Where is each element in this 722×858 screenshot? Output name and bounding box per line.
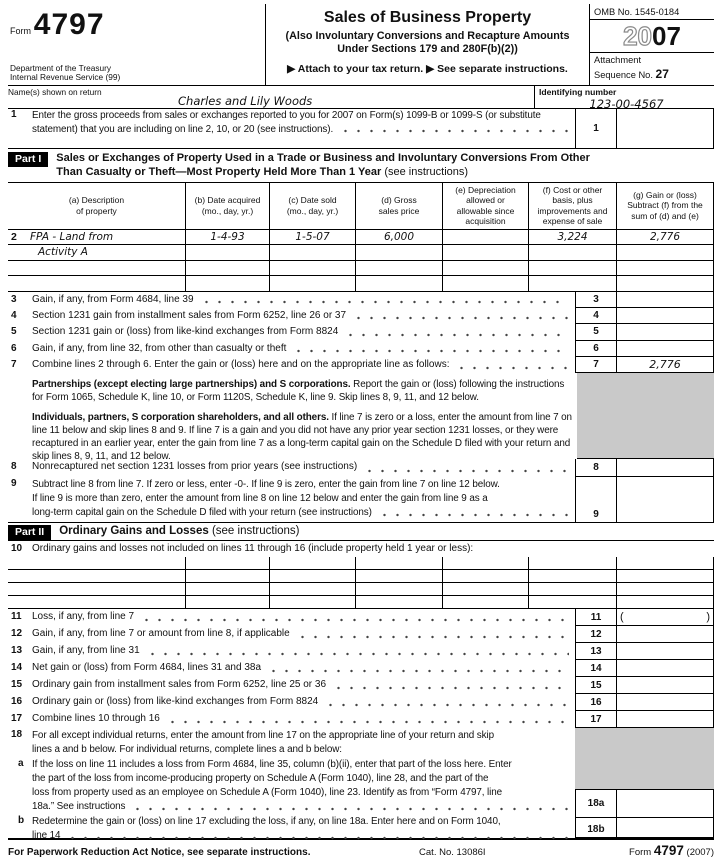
dotted-leader	[324, 694, 569, 711]
line-13-amount-field[interactable]	[617, 643, 714, 660]
part-1-title-1: Sales or Exchanges of Property Used in a Trade or Business and Involuntary Conversions From Other	[56, 152, 590, 164]
dept-line2: Internal Revenue Service	[10, 72, 104, 83]
line-18b-amount-field[interactable]	[617, 818, 714, 838]
dotted-leader	[332, 677, 569, 694]
line-letter: a	[18, 758, 24, 770]
table-cell-depreciation[interactable]	[443, 596, 529, 609]
line-18b	[8, 814, 575, 843]
col-header-date-sold: (c) Date sold (mo., day, yr.)	[270, 183, 356, 230]
line-6	[8, 341, 714, 357]
line-14-box-label: 14	[575, 660, 617, 677]
line-5-amount-field[interactable]	[617, 324, 714, 340]
individuals-paragraph: If line 7 is zero or a loss, enter the amount from line 7 on line 11 below and skip lines 8 and 9. If line 7 is a gain and you did not have any prior year section 1231 losses, or they were recaptured in an earlier year, enter the gain from line 7 as a long-term capital gain on the Schedule D filed with your return and skip lines 8, 9, 11, and 12 below.	[32, 412, 572, 463]
part-2-table	[8, 557, 714, 609]
line-18-region	[8, 728, 714, 842]
line-text: Gain, if any, from line 31	[32, 645, 140, 657]
dotted-leader	[267, 660, 569, 677]
table-cell-description[interactable]	[8, 557, 186, 570]
col-header-gross-sales-price: (d) Gross sales price	[356, 183, 443, 230]
line-text: Combine lines 10 through 16	[32, 713, 160, 725]
line-text: Section 1231 gain or (loss) from like-kind exchanges from Form 8824	[32, 326, 339, 338]
table-cell-cost-basis[interactable]	[529, 276, 617, 292]
line-3	[8, 292, 714, 308]
line-5	[8, 324, 714, 340]
line-7	[8, 357, 714, 373]
dotted-leader	[344, 324, 569, 340]
shaded-area	[575, 728, 714, 790]
dotted-leader	[363, 459, 569, 477]
part-1-title-note: (see instructions)	[384, 165, 469, 178]
table-cell-date-sold[interactable]	[270, 557, 356, 570]
part-2-heading	[8, 522, 714, 541]
line-3-box-label: 3	[575, 292, 617, 308]
table-cell-cost-basis[interactable]	[529, 261, 617, 277]
table-cell-date-sold[interactable]	[270, 276, 356, 292]
table-cell-cost-basis[interactable]	[529, 596, 617, 609]
table-cell-gross-sales-price[interactable]	[356, 261, 443, 277]
table-cell-depreciation[interactable]	[443, 570, 529, 583]
table-cell-cost-basis[interactable]	[529, 583, 617, 596]
table-cell-date-sold[interactable]	[270, 261, 356, 277]
omb-year-block	[590, 4, 714, 85]
line-number: 6	[11, 342, 17, 354]
line-number: 9	[11, 478, 17, 490]
line-15-amount-field[interactable]	[617, 677, 714, 694]
line-17	[8, 711, 714, 728]
line-number: 12	[11, 628, 23, 640]
part-1-badge: Part I	[8, 152, 48, 167]
line-18	[8, 728, 575, 757]
table-cell-gain-loss[interactable]	[617, 261, 714, 277]
line-18b-box-label: 18b	[575, 818, 617, 838]
line-13	[8, 643, 714, 660]
table-cell-gain-loss[interactable]	[617, 583, 714, 596]
line-14-amount-field[interactable]	[617, 660, 714, 677]
line-number: 14	[11, 662, 23, 674]
dept-code: (99)	[105, 72, 121, 83]
table-cell-gain-loss[interactable]: 2,776	[617, 230, 714, 246]
part-1-table	[8, 183, 714, 292]
footer-form-year: (2007)	[686, 847, 714, 858]
table-cell-gain-loss[interactable]	[617, 596, 714, 609]
table-cell-date-sold[interactable]	[270, 596, 356, 609]
partnerships-paragraph-lead: Partnerships (except electing large partnerships) and S corporations.	[32, 379, 351, 391]
table-cell-date-sold[interactable]	[270, 583, 356, 596]
table-cell-gross-sales-price[interactable]	[356, 570, 443, 583]
line-text: Ordinary gain or (loss) from like-kind exchanges from Form 8824	[32, 696, 319, 708]
taxpayer-row	[8, 86, 714, 109]
line-18-text-1: For all except individual returns, enter the amount from line 17 on the appropriate line of your return and skip	[32, 730, 494, 742]
dotted-leader	[378, 506, 569, 520]
line-16	[8, 694, 714, 711]
line-11-amount-field[interactable]	[617, 609, 714, 626]
line-letter: b	[18, 815, 25, 827]
line-6-box-label: 6	[575, 341, 617, 357]
sequence-number: 27	[655, 66, 669, 81]
line-10	[8, 541, 714, 557]
line-number: 10	[11, 543, 23, 555]
table-cell-gross-sales-price[interactable]	[356, 557, 443, 570]
line-text: Gain, if any, from Form 4684, line 39	[32, 293, 194, 305]
table-cell-description[interactable]	[8, 583, 186, 596]
line-17-box-label: 17	[575, 711, 617, 728]
line-number: 17	[11, 713, 23, 725]
col-header-cost-basis: (f) Cost or other basis, plus improvements and expense of sale	[529, 183, 617, 230]
table-cell-depreciation[interactable]	[443, 261, 529, 277]
table-cell-date-acquired[interactable]: 1-4-93	[186, 230, 270, 246]
line-16-box-label: 16	[575, 694, 617, 711]
footer-form-number: 4797	[653, 843, 684, 858]
line-text: Ordinary gain from installment sales from Form 6252, line 25 or 36	[32, 679, 327, 691]
line-18a	[8, 757, 575, 814]
col-header-gain-loss: (g) Gain or (loss) Subtract (f) from the sum of (d) and (e)	[617, 183, 714, 230]
line-4	[8, 308, 714, 324]
line-text: Loss, if any, from line 7	[32, 611, 135, 623]
line-18a-text-1: If the loss on line 11 includes a loss from Form 4684, line 35, column (b)(ii), enter that part of the loss here. Enter	[32, 759, 512, 771]
line-1-number: 1	[11, 109, 17, 120]
line-18a-text-3: loss from property used as an employee on Schedule A (Form 1040), line 23. Identify as from “Form 4797, line	[32, 787, 503, 799]
line-text: Net gain or (loss) from Form 4684, lines 31 and 38a	[32, 662, 261, 674]
table-cell-depreciation[interactable]	[443, 230, 529, 246]
line-text: Section 1231 gain from installment sales from Form 6252, line 26 or 37	[32, 309, 347, 321]
partnerships-paragraph: Report the gain or (loss) following the instructions for Form 1065, Schedule K, line 10, or Form 1120S, Schedule K, line 9. Skip lines 8, 9, 11, and 12 below.	[32, 379, 565, 404]
table-cell-date-acquired[interactable]	[186, 276, 270, 292]
dotted-leader	[352, 308, 569, 324]
part-1-title-2: Than Casualty or Theft—Most Property Held More Than 1 Year	[56, 165, 382, 178]
line-number: 15	[11, 679, 23, 691]
dotted-leader	[140, 609, 569, 626]
line-11-box-label: 11	[575, 609, 617, 626]
line-text: Combine lines 2 through 6. Enter the gain or (loss) here and on the appropriate line as follows:	[32, 359, 450, 371]
table-cell-cost-basis[interactable]: 3,224	[529, 230, 617, 246]
omb-number: OMB No. 1545-0184	[590, 4, 714, 20]
line-number: 16	[11, 696, 23, 708]
line-number: 5	[11, 326, 17, 338]
table-cell-date-acquired[interactable]	[186, 570, 270, 583]
table-cell-date-sold[interactable]	[270, 245, 356, 261]
table-cell-date-acquired[interactable]	[186, 583, 270, 596]
col-header-depreciation: (e) Depreciation allowed or allowable since acquisition	[443, 183, 529, 230]
year-prefix: 20	[623, 21, 652, 51]
col-header-description: (a) Description of property	[8, 183, 186, 230]
line-7-instructions	[8, 373, 714, 463]
line-text: Ordinary gains and losses not included on lines 11 through 16 (include property held 1 year or less):	[32, 543, 474, 555]
name-label: Name(s) shown on return	[8, 87, 102, 97]
line-1-text-2: statement) that you are including on line 2, 10, or 20 (see instructions).	[32, 123, 334, 135]
line-9-amount-field[interactable]	[617, 477, 714, 522]
table-cell-depreciation[interactable]	[443, 583, 529, 596]
line-3-amount-field[interactable]	[617, 292, 714, 308]
identifying-number-field[interactable]: 123-00-4567	[589, 97, 664, 111]
form-word: Form	[10, 26, 31, 36]
part-2-title: Ordinary Gains and Losses	[59, 525, 209, 538]
table-cell-description[interactable]	[8, 596, 186, 609]
table-cell-description[interactable]: 2 FPA - Land from	[8, 230, 186, 246]
line-15-box-label: 15	[575, 677, 617, 694]
line-text: Gain, if any, from line 7 or amount from line 8, if applicable	[32, 628, 290, 640]
line-18a-amount-field[interactable]	[617, 790, 714, 818]
line-1	[8, 109, 714, 149]
line-6-amount-field[interactable]	[617, 341, 714, 357]
line-number: 18	[11, 729, 23, 741]
line-number: 4	[11, 309, 17, 321]
dotted-leader	[296, 626, 569, 643]
line-9	[8, 477, 714, 522]
line-18a-text-4: 18a.” See instructions	[32, 801, 126, 813]
part-1-heading	[8, 149, 714, 183]
taxpayer-name-field[interactable]: Charles and Lily Woods	[178, 94, 313, 108]
see-instructions-note: ▶ See separate instructions.	[426, 62, 568, 75]
line-18a-box-label: 18a	[575, 790, 617, 818]
table-cell-depreciation[interactable]	[443, 557, 529, 570]
paren-close: )	[706, 611, 710, 624]
line-1-box-label: 1	[575, 109, 617, 148]
line-number: 13	[11, 645, 23, 657]
line-number: 7	[11, 359, 17, 371]
line-4-box-label: 4	[575, 308, 617, 324]
line-8-amount-field[interactable]	[617, 459, 714, 477]
shaded-area	[577, 373, 714, 459]
line-8-box-label: 8	[575, 459, 617, 477]
line-7-box-label: 7	[575, 357, 617, 373]
table-cell-description[interactable]: Activity A	[8, 245, 186, 261]
table-cell-depreciation[interactable]	[443, 276, 529, 292]
form-title-block	[266, 4, 590, 85]
line-13-box-label: 13	[575, 643, 617, 660]
dotted-leader	[146, 643, 569, 660]
table-cell-description[interactable]	[8, 276, 186, 292]
line-text: Gain, if any, from line 32, from other than casualty or theft	[32, 342, 287, 354]
table-cell-gross-sales-price[interactable]	[356, 276, 443, 292]
table-cell-date-acquired[interactable]	[186, 245, 270, 261]
line-11	[8, 609, 714, 626]
line-9-box-label: 9	[575, 477, 617, 522]
table-cell-date-sold[interactable]: 1-5-07	[270, 230, 356, 246]
dotted-leader	[455, 357, 569, 373]
line-15	[8, 677, 714, 694]
line-number: 8	[11, 461, 17, 473]
identifying-number-label: Identifying number	[539, 87, 617, 97]
form-number: 4797	[33, 8, 105, 41]
table-cell-date-acquired[interactable]	[186, 557, 270, 570]
table-cell-description[interactable]	[8, 261, 186, 277]
table-cell-gross-sales-price[interactable]	[356, 583, 443, 596]
table-cell-gain-loss[interactable]	[617, 570, 714, 583]
line-14	[8, 660, 714, 677]
table-cell-description[interactable]	[8, 570, 186, 583]
table-cell-date-acquired[interactable]	[186, 261, 270, 277]
table-cell-gain-loss[interactable]	[617, 276, 714, 292]
table-cell-cost-basis[interactable]	[529, 245, 617, 261]
individuals-paragraph-lead: Individuals, partners, S corporation shareholders, and all others.	[32, 412, 329, 424]
line-18a-text-2: the part of the loss from income-producing property on Schedule A (Form 1040), line 28, and the part of the	[32, 773, 489, 785]
dotted-leader	[131, 800, 569, 814]
table-cell-date-acquired[interactable]	[186, 596, 270, 609]
form-subtitle-1: (Also Involuntary Conversions and Recapture Amounts	[285, 30, 570, 42]
dotted-leader	[292, 341, 569, 357]
line-number: 3	[11, 293, 17, 305]
part-2-badge: Part II	[8, 525, 51, 540]
dotted-leader	[200, 292, 569, 308]
table-cell-gain-loss[interactable]	[617, 245, 714, 261]
form-header	[8, 4, 714, 86]
line-2-number: 2	[11, 230, 17, 243]
form-subtitle-2: Under Sections 179 and 280F(b)(2))	[337, 42, 518, 55]
table-cell-gross-sales-price[interactable]: 6,000	[356, 230, 443, 246]
line-number: 11	[11, 611, 22, 623]
line-1-text-1: Enter the gross proceeds from sales or exchanges reported to you for 2007 on Form(s) 1099-B or 1099-S (or substitute	[32, 110, 541, 121]
line-9-text-2: If line 9 is more than zero, enter the amount from line 8 on line 12 below and enter the gain from line 9 as a	[32, 493, 488, 505]
attach-note: ▶ Attach to your tax return.	[287, 62, 424, 75]
table-cell-gross-sales-price[interactable]	[356, 596, 443, 609]
table-cell-date-sold[interactable]	[270, 570, 356, 583]
line-12-amount-field[interactable]	[617, 626, 714, 643]
line-4-amount-field[interactable]	[617, 308, 714, 324]
tax-year	[590, 20, 714, 53]
paperwork-notice: For Paperwork Reduction Act Notice, see separate instructions.	[8, 847, 311, 858]
line-9-text-1: Subtract line 8 from line 7. If zero or less, enter -0-. If line 9 is zero, enter the gain from line 7 on line 12 below.	[32, 479, 500, 491]
catalog-number: Cat. No. 13086I	[419, 847, 486, 858]
attachment-label: Attachment	[594, 55, 642, 65]
line-7-amount-field[interactable]: 2,776	[617, 357, 714, 373]
paren-open: (	[620, 611, 624, 624]
table-cell-cost-basis[interactable]	[529, 557, 617, 570]
dotted-leader	[339, 123, 569, 137]
form-title: Sales of Business Property	[323, 9, 532, 26]
line-5-box-label: 5	[575, 324, 617, 340]
line-text: Nonrecaptured net section 1231 losses from prior years (see instructions)	[32, 461, 358, 473]
line-12-box-label: 12	[575, 626, 617, 643]
table-cell-cost-basis[interactable]	[529, 570, 617, 583]
dotted-leader	[66, 829, 569, 843]
form-id-block	[8, 4, 266, 85]
line-12	[8, 626, 714, 643]
line-18b-text-1: Redetermine the gain or (loss) on line 17 excluding the loss, if any, on line 18a. Enter here and on Form 1040,	[32, 816, 501, 828]
table-cell-depreciation[interactable]	[443, 245, 529, 261]
part-2-title-note: (see instructions)	[211, 525, 300, 538]
line-18b-text-2: line 14	[32, 830, 61, 842]
year-suffix: 07	[652, 21, 681, 51]
footer-form-label: Form	[629, 847, 652, 858]
line-17-amount-field[interactable]	[617, 711, 714, 728]
sequence-label: Sequence No.	[594, 69, 653, 80]
dept-line1: Department of the Treasury	[10, 62, 111, 73]
line-18-text-2: lines a and b below. For individual returns, complete lines a and b below:	[32, 744, 342, 756]
table-cell-gross-sales-price[interactable]	[356, 245, 443, 261]
line-1-amount-field[interactable]	[617, 109, 714, 148]
line-9-text-3: long-term capital gain on the Schedule D filed with your return (see instructions)	[32, 507, 372, 519]
col-header-date-acquired: (b) Date acquired (mo., day, yr.)	[186, 183, 270, 230]
table-cell-gain-loss[interactable]	[617, 557, 714, 570]
line-16-amount-field[interactable]	[617, 694, 714, 711]
dotted-leader	[166, 711, 569, 728]
